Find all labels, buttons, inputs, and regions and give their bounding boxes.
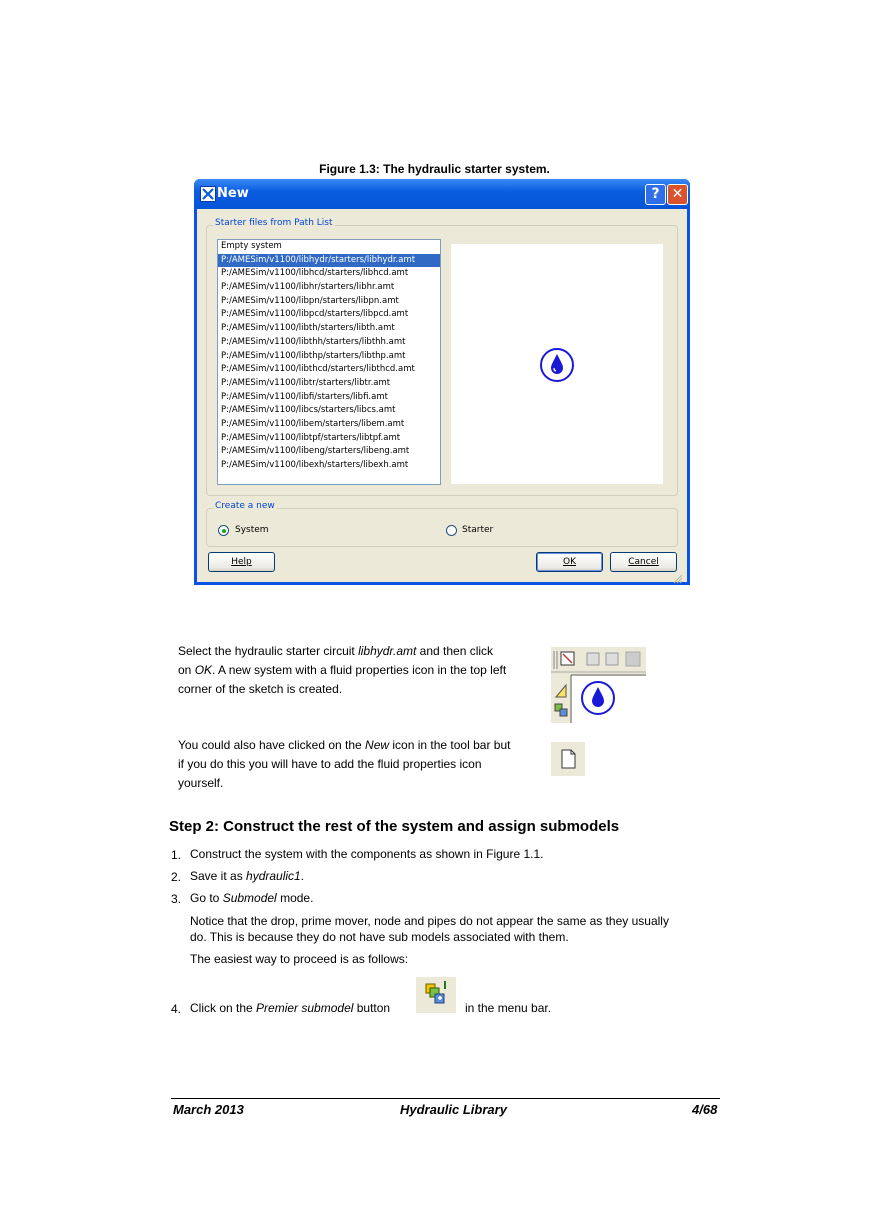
section-heading: Step 2: Construct the rest of the system and assign submodels <box>169 818 620 835</box>
help-button[interactable] <box>208 552 275 572</box>
step-3-text: Go to Submodel mode. <box>190 891 314 905</box>
step-3-note-1: Notice that the drop, prime mover, node and pipes do not appear the same as they usually do. This is because they do not have sub models associated with them. <box>190 914 669 944</box>
close-icon[interactable]: ✕ <box>667 184 688 205</box>
starter-list-item[interactable]: P:/AMESim/v1100/libfi/starters/libfi.amt <box>221 391 388 402</box>
new-dialog <box>194 179 690 585</box>
amesim-app-icon <box>200 186 216 202</box>
starter-list-item[interactable]: P:/AMESim/v1100/libem/starters/libem.amt <box>221 418 405 429</box>
starter-list-item[interactable]: P:/AMESim/v1100/libpcd/starters/libpcd.amt <box>221 309 409 320</box>
footer-date: March 2013 <box>173 1102 244 1117</box>
fluid-properties-icon <box>580 680 616 721</box>
system-radio-label[interactable]: System <box>235 525 269 535</box>
starter-list-item[interactable]: P:/AMESim/v1100/libthh/starters/libthh.amt <box>221 336 406 347</box>
footer-title: Hydraulic Library <box>400 1102 507 1117</box>
ok-button[interactable] <box>536 552 603 572</box>
footer-page-number: 4/68 <box>692 1102 718 1117</box>
starter-list-item[interactable]: P:/AMESim/v1100/libthcd/starters/libthcd.amt <box>221 364 415 375</box>
dialog-title: New <box>217 186 249 201</box>
starter-preview-pane <box>451 244 663 484</box>
starter-radio-label[interactable]: Starter <box>462 525 494 535</box>
new-document-icon <box>551 742 585 776</box>
help-button-label: Help <box>231 557 252 567</box>
premier-submodel-icon <box>416 977 456 1013</box>
starter-list-item[interactable]: P:/AMESim/v1100/libpn/starters/libpn.amt <box>221 295 399 306</box>
radio-checked-dot <box>222 529 226 533</box>
fluid-properties-icon <box>539 347 575 388</box>
starter-list-item[interactable]: P:/AMESim/v1100/libtr/starters/libtr.amt <box>221 377 391 388</box>
step-3-note-2: The easiest way to proceed is as follows: <box>190 952 409 966</box>
resize-grip-icon[interactable] <box>673 571 683 589</box>
step-4-text: Click on the Premier submodel button <box>190 1001 391 1015</box>
starter-list-item[interactable]: P:/AMESim/v1100/libth/starters/libth.amt <box>221 323 395 334</box>
starter-radio[interactable] <box>446 525 457 536</box>
figure-caption: Figure 1.3: The hydraulic starter system. <box>319 162 550 176</box>
ok-button-label: OK <box>563 557 576 567</box>
starter-list-item[interactable]: P:/AMESim/v1100/libeng/starters/libeng.amt <box>221 446 410 457</box>
starter-list-item[interactable]: P:/AMESim/v1100/libcs/starters/libcs.amt <box>221 405 396 416</box>
paragraph-select-starter: Select the hydraulic starter circuit libhydr.amt and then click on OK. A new system with a fluid properties icon in the top left corner of the sketch is created. <box>178 644 507 696</box>
starter-list-item[interactable]: P:/AMESim/v1100/libhcd/starters/libhcd.amt <box>221 268 409 279</box>
dialog-titlebar[interactable] <box>194 179 690 209</box>
starter-list-item[interactable]: P:/AMESim/v1100/libexh/starters/libexh.amt <box>221 460 409 470</box>
starter-list-item[interactable]: P:/AMESim/v1100/libhr/starters/libhr.amt <box>221 282 395 293</box>
help-icon[interactable]: ? <box>645 184 666 205</box>
create-new-group <box>206 508 678 547</box>
cancel-button[interactable] <box>610 552 677 572</box>
paragraph-new-icon: You could also have clicked on the New icon in the tool bar but if you do this you will have to add the fluid properties icon yourself. <box>178 738 511 790</box>
footer-rule <box>171 1098 720 1099</box>
starter-list-item[interactable]: P:/AMESim/v1100/libthp/starters/libthp.amt <box>221 350 406 361</box>
step-3-number: 3. <box>171 892 182 906</box>
step-1-number: 1. <box>171 848 182 862</box>
dialog-client-area <box>197 209 687 582</box>
system-radio[interactable] <box>218 525 229 536</box>
starter-list-item[interactable]: P:/AMESim/v1100/libtpf/starters/libtpf.amt <box>221 432 401 443</box>
step-2-text: Save it as hydraulic1. <box>190 869 305 883</box>
starter-list-item[interactable]: Empty system <box>221 241 282 251</box>
sketch-toolbar-screenshot <box>551 647 646 723</box>
create-new-group-label: Create a new <box>215 501 275 511</box>
starter-files-group-label: Starter files from Path List <box>215 218 333 228</box>
step-4-text-end: in the menu bar. <box>465 1001 552 1015</box>
step-2-number: 2. <box>171 870 182 884</box>
starter-list-item[interactable]: P:/AMESim/v1100/libhydr/starters/libhydr.amt <box>218 254 440 268</box>
step-4-number: 4. <box>171 1002 182 1016</box>
step-1-text: Construct the system with the components as shown in Figure 1.1. <box>190 847 544 861</box>
starter-files-list[interactable] <box>217 239 441 485</box>
cancel-button-label: Cancel <box>628 557 659 567</box>
